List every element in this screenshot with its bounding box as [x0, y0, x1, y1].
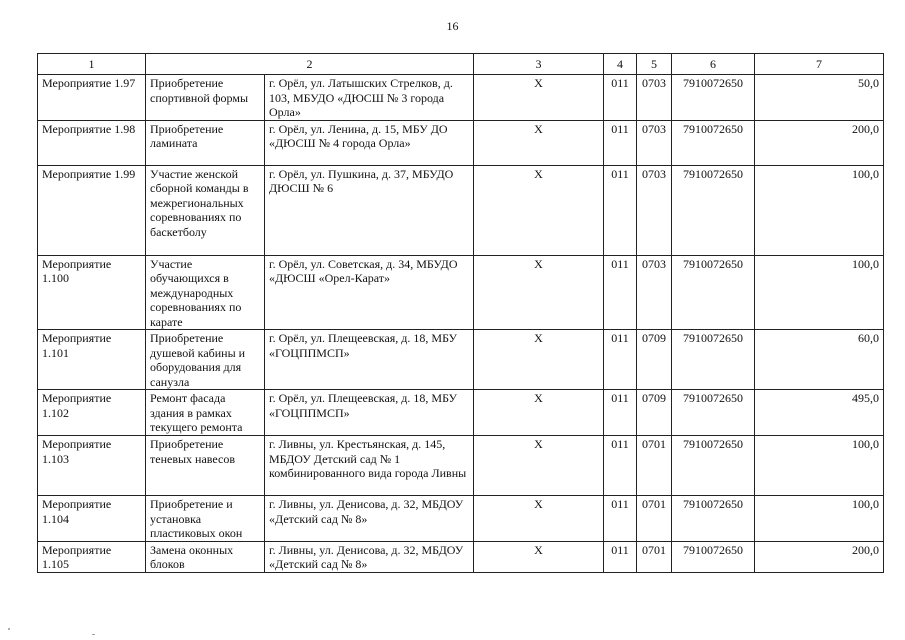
measure-name: Участие обучающихся в международных соревнованиях по карате — [146, 255, 265, 330]
section-code: 0709 — [637, 390, 672, 436]
measure-code: Мероприятие 1.105 — [38, 541, 146, 572]
table-row — [38, 330, 884, 390]
section-code: 0701 — [637, 436, 672, 496]
table-row — [38, 255, 884, 330]
amount: 495,0 — [755, 390, 884, 436]
measure-name: Замена оконных блоков — [146, 541, 265, 572]
measure-name: Приобретение теневых навесов — [146, 436, 265, 496]
measure-address: г. Орёл, ул. Плещеевская, д. 18, МБУ «ГОЦППМСП» — [265, 330, 474, 390]
measure-address: г. Ливны, ул. Денисова, д. 32, МБДОУ «Детский сад № 8» — [265, 496, 474, 542]
column-header-7: 7 — [755, 54, 884, 75]
page-number: 16 — [446, 19, 459, 33]
measure-name: Приобретение и установка пластиковых окон — [146, 496, 265, 542]
column-3-value: X — [474, 120, 604, 165]
grbs-code: 011 — [604, 75, 637, 121]
article-code: 7910072650 — [672, 436, 755, 496]
measure-code: Мероприятие 1.99 — [38, 165, 146, 255]
column-3-value: X — [474, 330, 604, 390]
measure-code: Мероприятие 1.102 — [38, 390, 146, 436]
section-code: 0701 — [637, 541, 672, 572]
article-code: 7910072650 — [672, 330, 755, 390]
measure-name: Ремонт фасада здания в рамках текущего ремонта — [146, 390, 265, 436]
column-3-value: X — [474, 255, 604, 330]
table-row — [38, 390, 884, 436]
grbs-code: 011 — [604, 255, 637, 330]
measure-name: Приобретение спортивной формы — [146, 75, 265, 121]
measure-address: г. Ливны, ул. Крестьянская, д. 145, МБДОУ Детский сад № 1 комбинированного вида города Ливны — [265, 436, 474, 496]
article-code: 7910072650 — [672, 390, 755, 436]
column-3-value: X — [474, 436, 604, 496]
section-code: 0703 — [637, 120, 672, 165]
section-code: 0701 — [637, 496, 672, 542]
grbs-code: 011 — [604, 165, 637, 255]
column-header-1: 1 — [38, 54, 146, 75]
column-3-value: X — [474, 496, 604, 542]
amount: 100,0 — [755, 496, 884, 542]
measure-address: г. Орёл, ул. Ленина, д. 15, МБУ ДО «ДЮСШ № 4 города Орла» — [265, 120, 474, 165]
table-row — [38, 541, 884, 572]
amount: 100,0 — [755, 165, 884, 255]
column-header-3: 3 — [474, 54, 604, 75]
column-header-4: 4 — [604, 54, 637, 75]
table-row — [38, 496, 884, 542]
column-3-value: X — [474, 390, 604, 436]
measure-code: Мероприятие 1.103 — [38, 436, 146, 496]
measure-code: Мероприятие 1.100 — [38, 255, 146, 330]
scan-speck — [92, 634, 95, 635]
section-code: 0709 — [637, 330, 672, 390]
column-header-6: 6 — [672, 54, 755, 75]
amount: 100,0 — [755, 255, 884, 330]
amount: 100,0 — [755, 436, 884, 496]
measure-address: г. Орёл, ул. Советская, д. 34, МБУДО «ДЮСШ «Орел-Карат» — [265, 255, 474, 330]
measure-name: Участие женской сборной команды в межрегиональных соревнованиях по баскетболу — [146, 165, 265, 255]
grbs-code: 011 — [604, 496, 637, 542]
grbs-code: 011 — [604, 330, 637, 390]
grbs-code: 011 — [604, 390, 637, 436]
article-code: 7910072650 — [672, 120, 755, 165]
table-row — [38, 75, 884, 121]
grbs-code: 011 — [604, 541, 637, 572]
table-header-row — [38, 54, 884, 75]
column-3-value: X — [474, 75, 604, 121]
article-code: 7910072650 — [672, 496, 755, 542]
grbs-code: 011 — [604, 436, 637, 496]
measure-code: Мероприятие 1.104 — [38, 496, 146, 542]
measure-code: Мероприятие 1.101 — [38, 330, 146, 390]
scan-speck — [8, 628, 10, 630]
article-code: 7910072650 — [672, 165, 755, 255]
budget-table — [37, 53, 884, 573]
column-header-5: 5 — [637, 54, 672, 75]
measure-name: Приобретение ламината — [146, 120, 265, 165]
table-row — [38, 165, 884, 255]
amount: 200,0 — [755, 541, 884, 572]
section-code: 0703 — [637, 255, 672, 330]
table-row — [38, 436, 884, 496]
article-code: 7910072650 — [672, 75, 755, 121]
measure-name: Приобретение душевой кабины и оборудования для санузла — [146, 330, 265, 390]
section-code: 0703 — [637, 165, 672, 255]
grbs-code: 011 — [604, 120, 637, 165]
measure-address: г. Орёл, ул. Пушкина, д. 37, МБУДО ДЮСШ № 6 — [265, 165, 474, 255]
amount: 50,0 — [755, 75, 884, 121]
article-code: 7910072650 — [672, 255, 755, 330]
column-3-value: X — [474, 541, 604, 572]
amount: 60,0 — [755, 330, 884, 390]
measure-code: Мероприятие 1.98 — [38, 120, 146, 165]
column-3-value: X — [474, 165, 604, 255]
measure-address: г. Ливны, ул. Денисова, д. 32, МБДОУ «Детский сад № 8» — [265, 541, 474, 572]
column-header-2: 2 — [146, 54, 474, 75]
section-code: 0703 — [637, 75, 672, 121]
article-code: 7910072650 — [672, 541, 755, 572]
table-row — [38, 120, 884, 165]
amount: 200,0 — [755, 120, 884, 165]
measure-address: г. Орёл, ул. Плещеевская, д. 18, МБУ «ГОЦППМСП» — [265, 390, 474, 436]
measure-address: г. Орёл, ул. Латышских Стрелков, д. 103, МБУДО «ДЮСШ № 3 города Орла» — [265, 75, 474, 121]
measure-code: Мероприятие 1.97 — [38, 75, 146, 121]
